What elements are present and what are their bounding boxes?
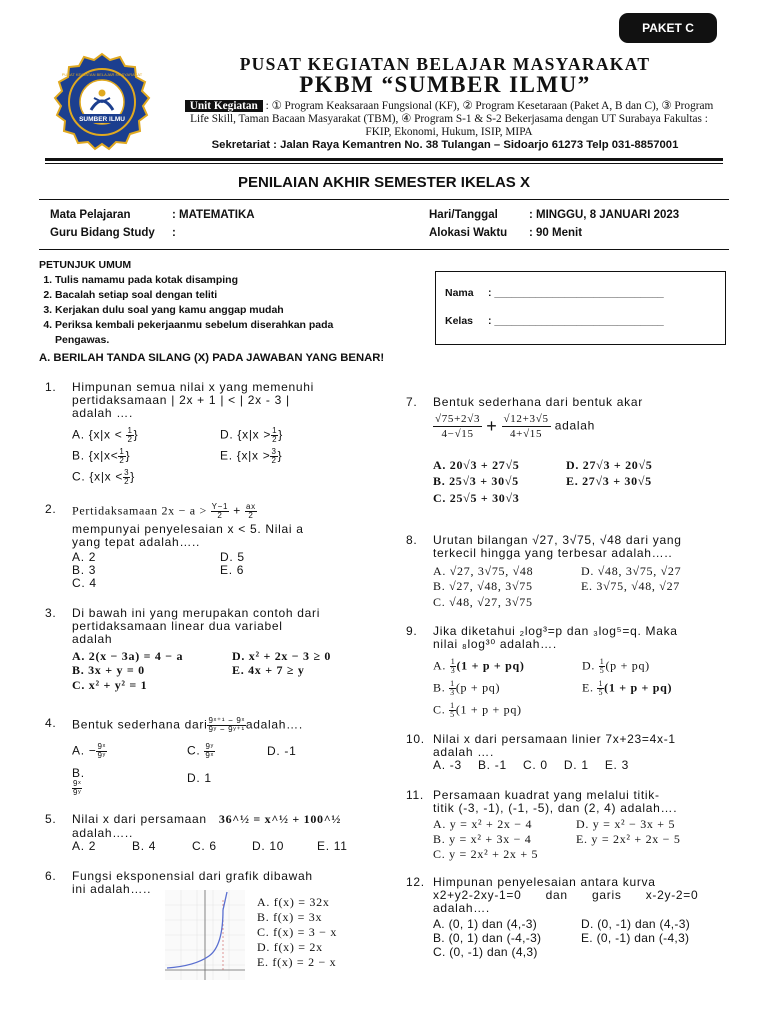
kelas-field[interactable]: : _____________________________ bbox=[488, 315, 664, 327]
q6-option-c[interactable]: C. f(x) = 3 − x bbox=[257, 925, 338, 939]
q5-option-e[interactable]: E. 11 bbox=[317, 839, 348, 853]
fraction: $\frac{1}{2}$ bbox=[119, 447, 125, 465]
q3-option-e[interactable]: E. 4x + 7 ≥ y bbox=[232, 663, 305, 677]
q12-line3: adalah…. bbox=[433, 901, 490, 915]
petunjuk-title: PETUNJUK UMUM bbox=[39, 259, 132, 271]
q3-line3: adalah bbox=[72, 632, 113, 646]
petunjuk-item: 4. Periksa kembali pekerjaanmu sebelum diserahkan pada Pengawas. bbox=[55, 318, 385, 348]
option-text: } bbox=[125, 448, 131, 463]
question-6 bbox=[45, 870, 375, 980]
guru-value: : bbox=[172, 227, 176, 239]
q4-option-a[interactable]: A. − $\frac{\text{9ˣ}}{\text{9ʸ}}$ bbox=[72, 742, 106, 760]
q12-option-b[interactable]: B. (0, 1) dan (-4,-3) bbox=[433, 931, 542, 945]
q8-option-e[interactable]: E. 3√75, √48, √27 bbox=[581, 579, 680, 593]
question-number: 7. bbox=[406, 395, 418, 409]
question-number: 1. bbox=[45, 380, 57, 394]
q2-option-a[interactable]: A. 2 bbox=[72, 550, 97, 564]
kelas-label: Kelas bbox=[445, 315, 474, 327]
question-number: 2. bbox=[45, 502, 57, 516]
q8-option-a[interactable]: A. √27, 3√75, √48 bbox=[433, 564, 534, 578]
q12-option-c[interactable]: C. (0, -1) dan (4,3) bbox=[433, 945, 538, 959]
q2-line2: mempunyai penyelesaian x < 5. Nilai a bbox=[72, 522, 304, 536]
q1-option-d[interactable] bbox=[220, 427, 283, 444]
q12-line2: x2+y2-2xy-1=0 dan garis x-2y-2=0 bbox=[433, 888, 699, 902]
q12-option-d[interactable]: D. (0, -1) dan (4,-3) bbox=[581, 917, 690, 931]
option-text: } bbox=[278, 427, 283, 442]
exam-info-box bbox=[39, 199, 729, 250]
q11-option-a[interactable]: A. y = x² + 2x − 4 bbox=[433, 817, 533, 831]
petunjuk-item: 2. Bacalah setiap soal dengan teliti bbox=[55, 288, 415, 303]
q9-line2: nilai ₈log³⁰ adalah…. bbox=[433, 637, 557, 651]
header-rule-thin bbox=[45, 163, 723, 164]
logo-label: SUMBER ILMU bbox=[79, 116, 125, 123]
option-text: B. {x|x< bbox=[72, 448, 119, 463]
hari-label: Hari/Tanggal bbox=[429, 209, 498, 221]
question-number: 12. bbox=[406, 875, 425, 889]
q7-line1: Bentuk sederhana dari bentuk akar bbox=[433, 395, 643, 409]
nama-field[interactable]: : _____________________________ bbox=[488, 287, 664, 299]
q11-option-b[interactable]: B. y = x² + 3x − 4 bbox=[433, 832, 532, 846]
mapel-label: Mata Pelajaran bbox=[50, 209, 131, 221]
q11-line1: Persamaan kuadrat yang melalui titik- bbox=[433, 788, 660, 802]
q7-option-d[interactable]: D. 27√3 + 20√5 bbox=[566, 458, 653, 472]
option-text: } bbox=[130, 469, 135, 484]
option-text: E. {x|x > bbox=[220, 448, 271, 463]
q2-line1: Pertidaksamaan 2x − a > $\frac{Y-1}{2}$ + $\frac{ax}{2}$ bbox=[72, 502, 256, 520]
nama-label: Nama bbox=[445, 287, 474, 299]
q6-option-d[interactable]: D. f(x) = 2x bbox=[257, 940, 323, 954]
header-line1: PUSAT KEGIATAN BELAJAR MASYARAKAT bbox=[239, 54, 651, 74]
q10-line2: adalah …. bbox=[433, 745, 495, 759]
q12-option-e[interactable]: E. (0, -1) dan (-4,3) bbox=[581, 931, 690, 945]
q9-option-a[interactable]: A. $\frac{1}{3}$ (1 + p + pq) bbox=[433, 657, 525, 675]
q6-line1: Fungsi eksponensial dari grafik dibawah bbox=[72, 869, 313, 883]
q5-line2: adalah….. bbox=[72, 826, 134, 840]
q4-option-e[interactable]: D. 1 bbox=[187, 771, 212, 785]
q11-line2: titik (-3, -1), (-1, -5), dan (2, 4) adalah…. bbox=[433, 801, 678, 815]
option-text: D. {x|x > bbox=[220, 427, 272, 442]
q8-option-c[interactable]: C. √48, √27, 3√75 bbox=[433, 595, 533, 609]
q2-option-e[interactable]: E. 6 bbox=[220, 563, 245, 577]
q1-line3: adalah …. bbox=[72, 406, 134, 420]
q11-option-c[interactable]: C. y = 2x² + 2x + 5 bbox=[433, 847, 539, 861]
q3-line1: Di bawah ini yang merupakan contoh dari bbox=[72, 606, 321, 620]
option-text: C. {x|x < bbox=[72, 469, 124, 484]
q9-option-e[interactable]: E. $\frac{1}{5}$ (1 + p + pq) bbox=[582, 679, 673, 697]
q7-expression: $\frac{√75+2√3}{4-√15}$ + $\frac{√12+3√5}{4+√15}$ adalah bbox=[435, 413, 595, 440]
q1-option-a[interactable] bbox=[72, 427, 138, 444]
q4-option-c[interactable]: C. $\frac{\text{9ʸ}}{\text{9ˣ}}$ bbox=[187, 742, 214, 760]
q11-option-e[interactable]: E. y = 2x² + 2x − 5 bbox=[576, 832, 681, 846]
q2-line3: yang tepat adalah….. bbox=[72, 535, 201, 549]
q2-option-d[interactable]: D. 5 bbox=[220, 550, 245, 564]
q5-option-a[interactable]: A. 2 bbox=[72, 839, 97, 853]
q3-option-b[interactable]: B. 3x + y = 0 bbox=[72, 663, 145, 677]
logo-ring-label: PUSAT KEGIATAN BELAJAR MASYARAKAT bbox=[61, 72, 143, 77]
q1-option-e[interactable] bbox=[220, 448, 282, 465]
q2-option-b[interactable]: B. 3 bbox=[72, 563, 97, 577]
q5-option-b[interactable]: B. 4 bbox=[132, 839, 157, 853]
mapel-value: : MATEMATIKA bbox=[172, 209, 255, 221]
q9-option-b[interactable]: B. $\frac{1}{3}$ (p + pq) bbox=[433, 679, 501, 697]
q4-option-b[interactable]: B. $\frac{\text{9ˣ}}{\text{9ʸ}}$ bbox=[72, 766, 85, 797]
q5-option-d[interactable]: D. 10 bbox=[252, 839, 285, 853]
question-number: 10. bbox=[406, 732, 425, 746]
name-box bbox=[435, 271, 726, 345]
q12-line1: Himpunan penyelesaian antara kurva bbox=[433, 875, 656, 889]
q4-stem: Bentuk sederhana dari $\frac{\text{9ˣ⁺¹ − 9ˣ}}{\text{9ʸ − 9ʸ⁺¹}}$ adalah…. bbox=[72, 716, 303, 734]
petunjuk-item: 3. Kerjakan dulu soal yang kamu anggap mudah bbox=[55, 303, 415, 318]
section-a-heading: A. BERILAH TANDA SILANG (X) PADA JAWABAN YANG BENAR! bbox=[39, 352, 385, 364]
question-number: 5. bbox=[45, 812, 57, 826]
question-number: 3. bbox=[45, 606, 57, 620]
q11-option-d[interactable]: D. y = x² − 3x + 5 bbox=[576, 817, 676, 831]
question-number: 11. bbox=[406, 788, 424, 802]
fraction: $\frac{3}{2}$ bbox=[271, 447, 277, 465]
question-number: 4. bbox=[45, 716, 57, 730]
fraction: $\frac{1}{2}$ bbox=[127, 426, 133, 444]
q5-option-c[interactable]: C. 6 bbox=[192, 839, 217, 853]
q8-line2: terkecil hingga yang terbesar adalah….. bbox=[433, 546, 673, 560]
hari-value: : MINGGU, 8 JANUARI 2023 bbox=[529, 209, 680, 221]
question-number: 8. bbox=[406, 533, 418, 547]
header-line2: PKBM “SUMBER ILMU” bbox=[299, 72, 591, 97]
q3-option-a[interactable]: A. 2(x − 3a) = 4 − a bbox=[72, 649, 184, 663]
q7-option-e[interactable]: E. 27√3 + 30√5 bbox=[566, 474, 652, 488]
q6-option-b[interactable]: B. f(x) = 3x bbox=[257, 910, 323, 924]
q7-option-c[interactable]: C. 25√5 + 30√3 bbox=[433, 491, 520, 505]
guru-label: Guru Bidang Study bbox=[50, 227, 155, 239]
q2-option-c[interactable]: C. 4 bbox=[72, 576, 97, 590]
q6-option-a[interactable]: A. f(x) = 32x bbox=[257, 895, 330, 909]
q10-options[interactable]: A. -3 B. -1 C. 0 D. 1 E. 3 bbox=[433, 758, 629, 772]
option-text: A. {x|x < bbox=[72, 427, 127, 442]
exponential-graph bbox=[165, 890, 245, 980]
q1-option-c[interactable] bbox=[72, 469, 135, 486]
sekretariat: Sekretariat : Jalan Raya Kemantren No. 38 Tulangan – Sidoarjo 61273 Telp 031-8857001 bbox=[211, 139, 679, 151]
q10-line1: Nilai x dari persamaan linier 7x+23=4x-1 bbox=[433, 732, 676, 746]
q4-option-d[interactable]: D. -1 bbox=[267, 744, 297, 758]
unit-tag: Unit Kegiatan bbox=[185, 100, 263, 112]
exam-title: PENILAIAN AKHIR SEMESTER IKELAS X bbox=[238, 174, 530, 191]
option-text: } bbox=[277, 448, 283, 463]
petunjuk-umum bbox=[39, 258, 415, 348]
q8-option-d[interactable]: D. √48, 3√75, √27 bbox=[581, 564, 682, 578]
q1-line1: Himpunan semua nilai x yang memenuhi bbox=[72, 380, 314, 394]
unit-text: : ① Program Keaksaraan Fungsional (KF), ② Program Kesetaraan (Paket A, B dan C), ③ Program Life Skill, Taman Bacaan Masyarakat (TBM), ④ Program S-1 & S-2 Bekerjasama dengan UT Surabaya Fakultas : FKIP, Ekonomi, Hukum, ISIP, MIPA bbox=[190, 100, 714, 138]
q7-option-a[interactable]: A. 20√3 + 27√5 bbox=[433, 458, 520, 472]
q7-option-b[interactable]: B. 25√3 + 30√5 bbox=[433, 474, 519, 488]
petunjuk-item: 1. Tulis namamu pada kotak disamping bbox=[55, 273, 415, 288]
q3-line2: pertidaksamaan linear dua variabel bbox=[72, 619, 283, 633]
q6-line2: ini adalah….. bbox=[72, 882, 152, 896]
unit-kegiatan bbox=[176, 100, 722, 139]
q8-line1: Urutan bilangan √27, 3√75, √48 dari yang bbox=[433, 533, 682, 547]
paket-badge: PAKET C bbox=[619, 13, 717, 43]
q1-option-b[interactable] bbox=[72, 448, 130, 465]
header-rule bbox=[45, 158, 723, 161]
q3-option-d[interactable]: D. x² + 2x − 3 ≥ 0 bbox=[232, 649, 332, 663]
pkbm-logo bbox=[46, 50, 158, 160]
q6-option-e[interactable]: E. f(x) = 2 − x bbox=[257, 955, 337, 969]
fraction: $\frac{1}{2}$ bbox=[272, 426, 278, 444]
q3-option-c[interactable]: C. x² + y² = 1 bbox=[72, 678, 148, 692]
fraction: $\frac{3}{2}$ bbox=[124, 468, 130, 486]
question-number: 9. bbox=[406, 624, 418, 638]
alokasi-value: : 90 Menit bbox=[529, 227, 583, 239]
q9-option-d[interactable]: D. $\frac{1}{5}$ (p + pq) bbox=[582, 657, 650, 675]
q5-stem: Nilai x dari persamaan 36^½ = x^½ + 100^½ bbox=[72, 812, 342, 826]
q9-option-c[interactable]: C. $\frac{1}{5}$ (1 + p + pq) bbox=[433, 701, 522, 719]
q1-line2: pertidaksamaan | 2x + 1 | < | 2x - 3 | bbox=[72, 393, 290, 407]
q9-line1: Jika diketahui ₂log³=p dan ₃log⁵=q. Maka bbox=[433, 624, 678, 638]
option-text: } bbox=[133, 427, 139, 442]
q8-option-b[interactable]: B. √27, √48, 3√75 bbox=[433, 579, 533, 593]
alokasi-label: Alokasi Waktu bbox=[429, 227, 508, 239]
q12-option-a[interactable]: A. (0, 1) dan (4,-3) bbox=[433, 917, 538, 931]
question-number: 6. bbox=[45, 869, 57, 883]
